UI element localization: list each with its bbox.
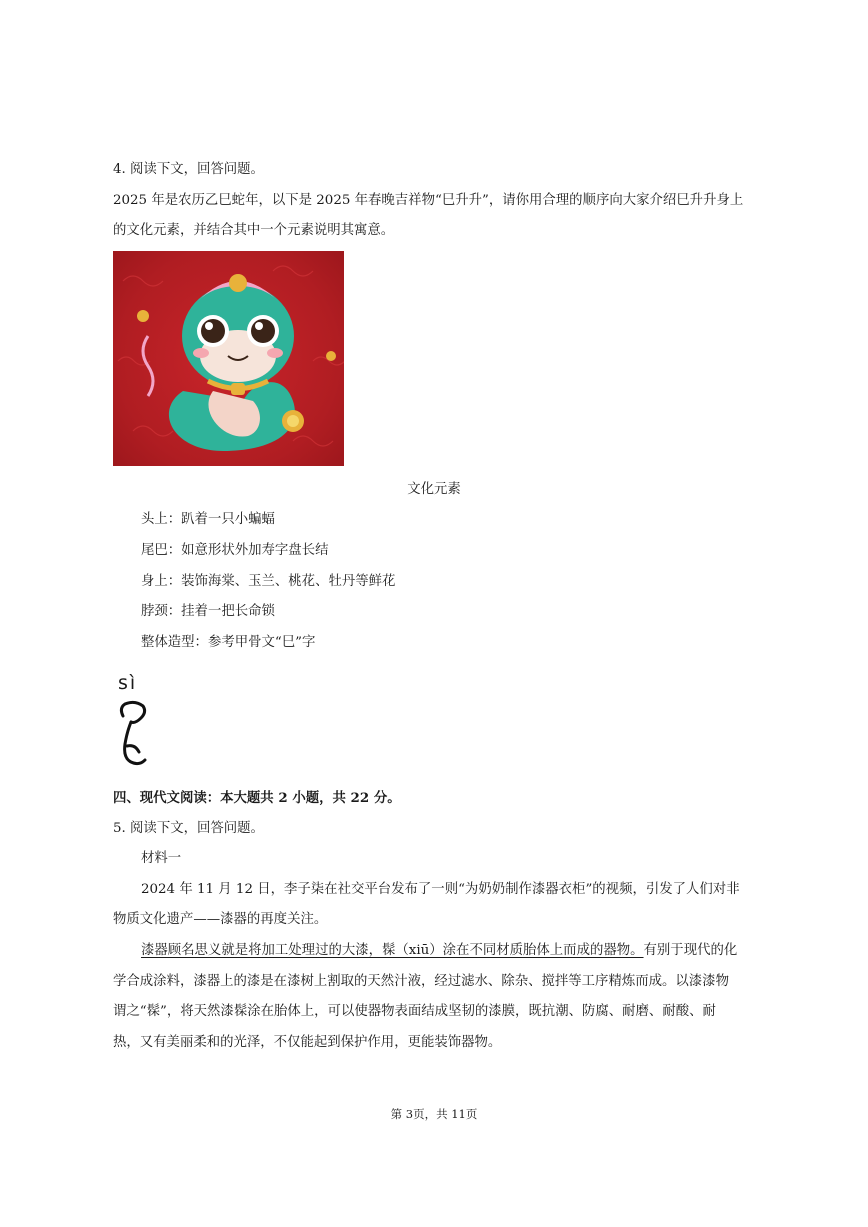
figure-caption: 文化元素: [407, 482, 461, 497]
material-p2-line-2: 学合成涂料，漆器上的漆是在漆树上割取的天然汁液，经过滤水、除杂、搅拌等工序精炼而成。以漆漆物: [113, 974, 729, 989]
question-4-intro-line-2: 的文化元素，并结合其中一个元素说明其寓意。: [113, 223, 395, 238]
culture-element-body: 身上：装饰海棠、玉兰、桃花、牡丹等鲜花: [141, 574, 396, 589]
culture-element-tail: 尾巴：如意形状外加寿字盘长结: [141, 543, 329, 558]
material-p2-line-1: [141, 942, 737, 960]
material-p1-line-2: 物质文化遗产——漆器的再度关注。: [113, 912, 328, 927]
culture-element-head: 头上：趴着一只小蝙蝠: [141, 512, 275, 527]
culture-element-neck: 脖颈：挂着一把长命锁: [141, 604, 275, 619]
question-5-heading: 5. 阅读下文，回答问题。: [113, 821, 264, 836]
page-number: 第 3页，共 11页: [390, 1107, 478, 1121]
material-p2-line-1-rest: 有别于现代的化: [643, 943, 738, 958]
section-4-title: 四、现代文阅读：本大题共 2 小题，共 22 分。: [113, 790, 401, 806]
question-4-intro-line-1: 2025 年是农历乙巳蛇年，以下是 2025 年春晚吉祥物“巳升升”，请你用合理的顺序向大家介绍巳升升身上: [113, 193, 744, 208]
material-one-label: 材料一: [141, 851, 182, 866]
oracle-pinyin: sì: [118, 672, 138, 694]
material-p1-line-1: 2024 年 11 月 12 日，李子柒在社交平台发布了一则“为奶奶制作漆器衣柜”的视频，引发了人们对非: [141, 882, 740, 897]
material-p2-line-4: 热，又有美丽柔和的光泽，不仅能起到保护作用，更能装饰器物。: [113, 1035, 502, 1050]
material-p2-line-3: 谓之“髹”，将天然漆髹涂在胎体上，可以使器物表面结成坚韧的漆膜，既抗潮、防腐、耐磨、耐酸、耐: [113, 1004, 716, 1019]
culture-element-shape: 整体造型：参考甲骨文“巳”字: [141, 635, 316, 650]
question-4-heading: 4. 阅读下文，回答问题。: [113, 162, 264, 177]
oracle-bone-character-image: [113, 668, 155, 772]
underlined-sentence: 漆器顾名思义就是将加工处理过的大漆，髹（xiū）涂在不同材质胎体上而成的器物。: [141, 943, 644, 958]
mascot-image: [113, 251, 344, 466]
